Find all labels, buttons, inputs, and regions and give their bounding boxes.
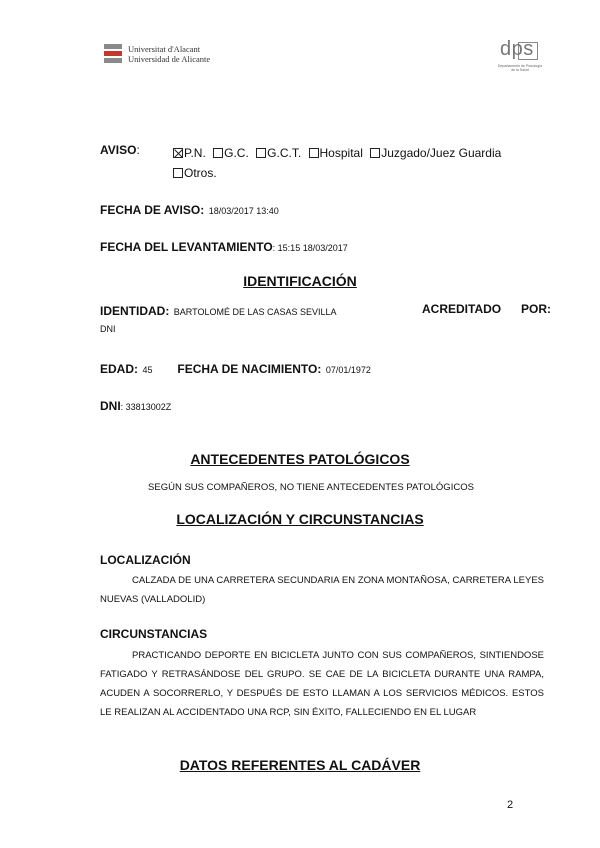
fecha-levantamiento-row	[100, 238, 348, 256]
fecha-levantamiento-label: FECHA DEL LEVANTAMIENTO	[100, 240, 273, 254]
aviso-row: AVISO:	[100, 143, 140, 157]
antecedentes-text: SEGÚN SUS COMPAÑEROS, NO TIENE ANTECEDENTES PATOLÓGICOS	[148, 482, 474, 493]
acreditado-label: ACREDITADO	[422, 302, 502, 316]
fecha-levantamiento-value: : 15:15 18/03/2017	[272, 243, 348, 253]
localizacion-label: LOCALIZACIÓN	[100, 553, 191, 567]
aviso-label: AVISO	[100, 143, 137, 157]
circunstancias-label: CIRCUNSTANCIAS	[100, 627, 208, 641]
aviso-option-gct[interactable]: G.C.T.	[256, 146, 301, 160]
fecha-aviso-row	[100, 201, 279, 219]
identidad-label: IDENTIDAD:	[100, 304, 170, 318]
page-number: 2	[507, 799, 514, 811]
identificacion-heading: IDENTIFICACIÓN	[243, 273, 357, 289]
localizacion-text: CALZADA DE UNA CARRETERA SECUNDARIA EN ZONA MONTAÑOSA, CARRETERA LEYES NUEVAS (VALLADOLID)	[100, 575, 544, 605]
nacimiento-value: 07/01/1972	[325, 365, 371, 375]
dni-row	[100, 397, 171, 415]
identidad-value: BARTOLOMÉ DE LAS CASAS SEVILLA	[173, 307, 337, 317]
university-mark-icon	[104, 44, 122, 64]
checkbox-icon[interactable]	[213, 148, 223, 158]
localizacion-circunstancias-heading: LOCALIZACIÓN Y CIRCUNSTANCIAS	[176, 511, 424, 527]
department-logo-subtext: Departamento de Psicología de la Salud	[497, 64, 543, 72]
department-logo-text: dps	[500, 38, 534, 60]
aviso-options	[173, 143, 553, 183]
fecha-aviso-label: FECHA DE AVISO:	[100, 203, 205, 217]
checkbox-icon[interactable]	[309, 148, 319, 158]
university-name-line2: Universidad de Alicante	[128, 54, 211, 64]
dni-value: : 33813002Z	[120, 402, 172, 412]
edad-value: 45	[142, 365, 153, 375]
aviso-option-gc[interactable]: G.C.	[213, 146, 249, 160]
acreditado-value: DNI	[100, 324, 116, 334]
identidad-row	[100, 302, 337, 320]
por-label: POR:	[521, 302, 551, 316]
edad-row	[100, 360, 371, 378]
fecha-aviso-value: 18/03/2017 13:40	[208, 206, 279, 216]
antecedentes-heading: ANTECEDENTES PATOLÓGICOS	[190, 451, 410, 467]
aviso-option-juzgado[interactable]: Juzgado/Juez Guardia	[370, 146, 501, 160]
checkbox-icon[interactable]	[370, 148, 380, 158]
university-logo	[104, 44, 210, 64]
datos-cadaver-heading: DATOS REFERENTES AL CADÁVER	[179, 757, 421, 773]
checkbox-checked-icon[interactable]	[173, 148, 183, 158]
circunstancias-text: PRACTICANDO DEPORTE EN BICICLETA JUNTO CON SUS COMPAÑEROS, SINTIENDOSE FATIGADO Y RETRASÁNDOSE DEL GRUPO. SE CAE DE LA BICICLETA DURANTE UNA RAMPA, ACUDEN A SOCORRERLO, Y DESPUÉS DE ESTO LLAMAN A LOS SERVICIOS MÉDICOS. ESTOS LE REALIZAN AL ACCIDENTADO UNA RCP, SIN ÉXITO, FALLECIENDO EN EL LUGAR	[100, 650, 544, 718]
checkbox-icon[interactable]	[173, 168, 183, 178]
department-logo	[496, 40, 544, 76]
university-name-line1: Universitat d'Alacant	[128, 44, 201, 54]
dni-label: DNI	[100, 399, 121, 413]
aviso-option-pn[interactable]: P.N.	[173, 146, 206, 160]
aviso-option-hospital[interactable]: Hospital	[309, 146, 363, 160]
edad-label: EDAD:	[100, 362, 138, 376]
nacimiento-label: FECHA DE NACIMIENTO:	[177, 362, 322, 376]
aviso-option-otros[interactable]: Otros.	[173, 166, 217, 180]
checkbox-icon[interactable]	[256, 148, 266, 158]
